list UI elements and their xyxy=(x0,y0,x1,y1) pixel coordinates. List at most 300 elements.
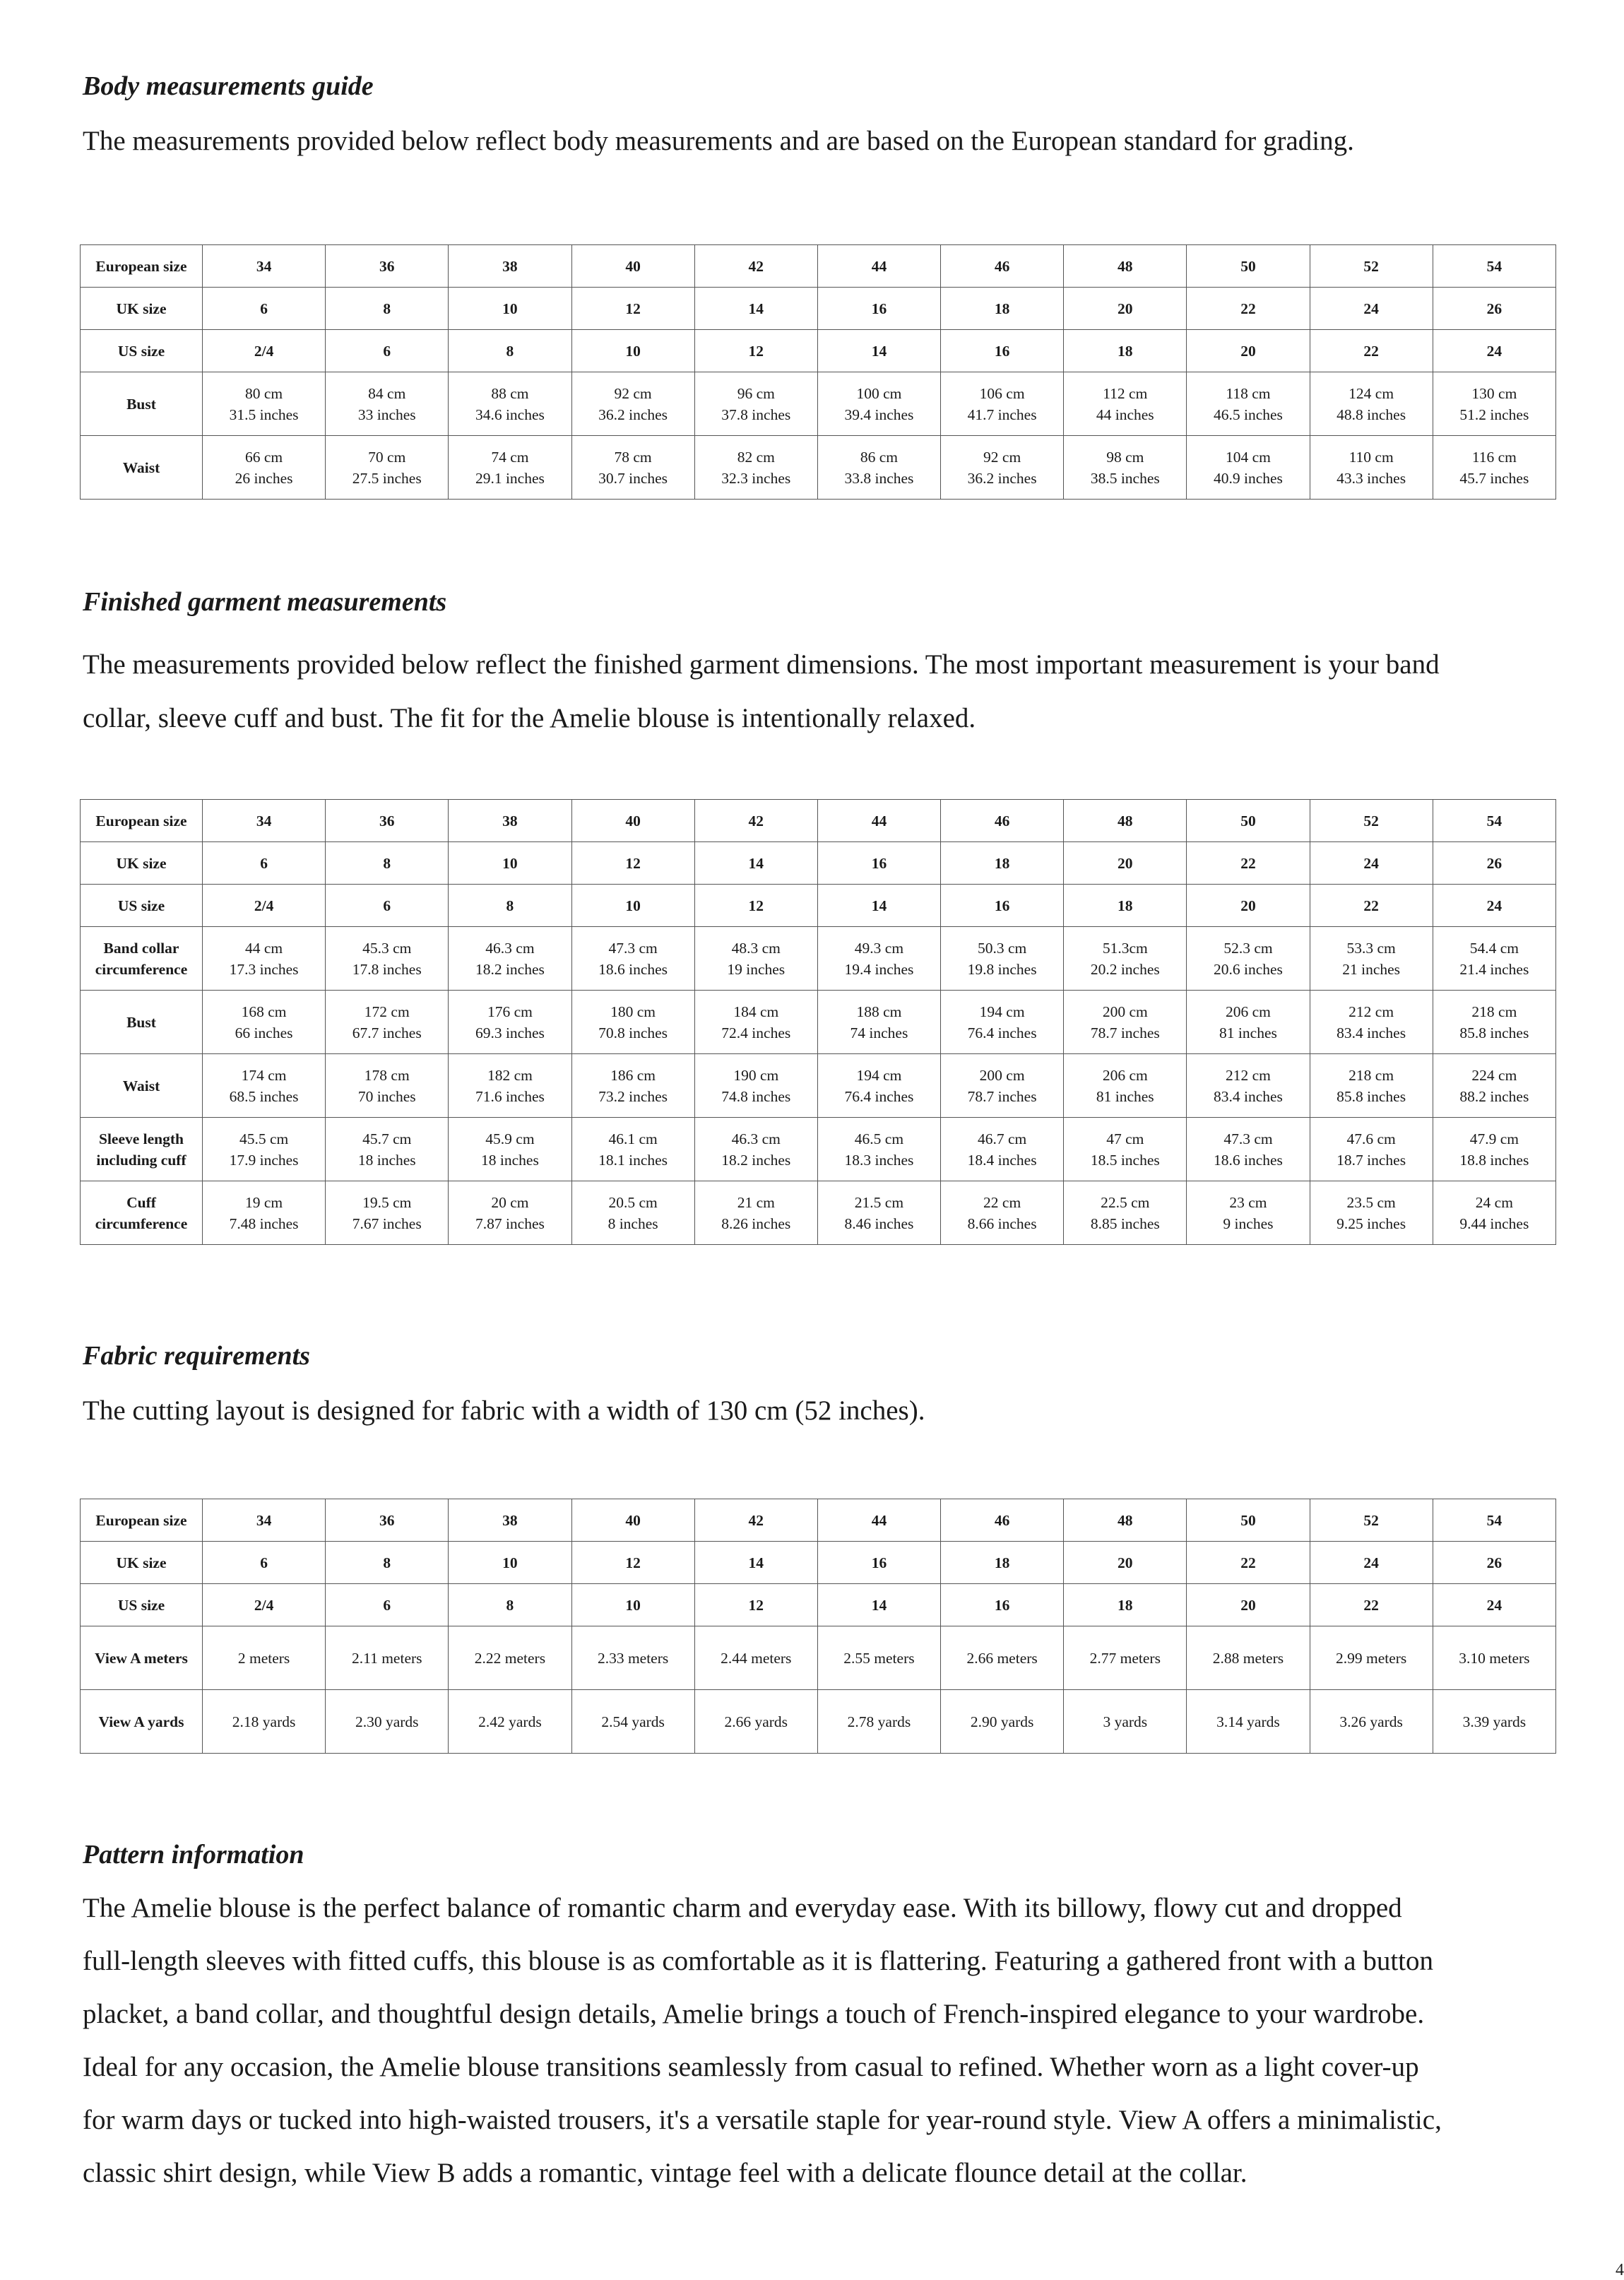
table-cell xyxy=(1433,436,1555,500)
table-row xyxy=(81,1584,1556,1626)
table-cell: 2.44 meters xyxy=(694,1626,817,1690)
table-cell xyxy=(571,1054,694,1118)
table-cell xyxy=(326,372,449,436)
body-measurements-table xyxy=(80,244,1556,500)
value-imperial: 31.5 inches xyxy=(229,406,299,423)
value-metric: 45.9 cm xyxy=(485,1130,535,1147)
value-imperial: 40.9 inches xyxy=(1213,469,1283,487)
value-metric: 51.3cm xyxy=(1102,939,1148,957)
table-cell xyxy=(941,1181,1064,1245)
value-imperial: 71.6 inches xyxy=(475,1087,545,1105)
table-cell xyxy=(1187,927,1310,991)
table-row xyxy=(81,1499,1556,1542)
value-imperial: 8.46 inches xyxy=(844,1215,914,1232)
value-imperial: 21.4 inches xyxy=(1459,960,1529,978)
row-label xyxy=(81,1181,203,1245)
table-cell: 3.39 yards xyxy=(1433,1690,1555,1754)
row-label-line: Sleeve length xyxy=(98,1130,184,1147)
pattern-text-line: The Amelie blouse is the perfect balance of romantic charm and everyday ease. With its billowy, flowy cut and dropped xyxy=(83,1893,1402,1923)
table-cell xyxy=(449,436,571,500)
row-label: Waist xyxy=(81,436,203,500)
table-cell: 2/4 xyxy=(203,330,326,372)
table-cell: 3.10 meters xyxy=(1433,1626,1555,1690)
value-metric: 100 cm xyxy=(856,384,902,402)
value-imperial: 34.6 inches xyxy=(475,406,545,423)
value-metric: 20 cm xyxy=(491,1193,529,1211)
value-metric: 200 cm xyxy=(1102,1003,1148,1020)
garment-measurements-heading: Finished garment measurements xyxy=(83,587,447,617)
value-imperial: 74 inches xyxy=(850,1024,908,1041)
value-imperial: 20.2 inches xyxy=(1090,960,1160,978)
table-cell xyxy=(1310,1181,1433,1245)
value-metric: 188 cm xyxy=(856,1003,902,1020)
value-imperial: 8 inches xyxy=(607,1215,658,1232)
table-cell: 16 xyxy=(817,288,940,330)
table-cell: 12 xyxy=(694,1584,817,1626)
table-cell xyxy=(1433,927,1555,991)
table-cell: 34 xyxy=(203,800,326,842)
table-cell: 10 xyxy=(571,330,694,372)
table-cell xyxy=(1433,1118,1555,1181)
table-cell xyxy=(203,1054,326,1118)
table-cell: 3 yards xyxy=(1064,1690,1187,1754)
table-cell: 38 xyxy=(449,800,571,842)
value-metric: 22.5 cm xyxy=(1101,1193,1150,1211)
table-cell: 2/4 xyxy=(203,1584,326,1626)
value-imperial: 72.4 inches xyxy=(721,1024,791,1041)
table-cell: 44 xyxy=(817,245,940,288)
table-cell: 46 xyxy=(941,800,1064,842)
table-cell: 24 xyxy=(1310,288,1433,330)
value-imperial: 8.66 inches xyxy=(967,1215,1037,1232)
value-metric: 218 cm xyxy=(1349,1066,1394,1084)
table-row xyxy=(81,1181,1556,1245)
row-label: European size xyxy=(81,800,203,842)
value-imperial: 39.4 inches xyxy=(844,406,914,423)
value-imperial: 18.4 inches xyxy=(967,1151,1037,1169)
value-imperial: 32.3 inches xyxy=(721,469,791,487)
table-cell: 22 xyxy=(1187,288,1310,330)
table-cell: 52 xyxy=(1310,1499,1433,1542)
row-label-line: Cuff xyxy=(126,1193,156,1211)
value-metric: 88 cm xyxy=(491,384,529,402)
value-imperial: 85.8 inches xyxy=(1459,1024,1529,1041)
value-metric: 46.7 cm xyxy=(977,1130,1027,1147)
table-cell xyxy=(941,927,1064,991)
table-cell: 18 xyxy=(1064,1584,1187,1626)
table-row xyxy=(81,1690,1556,1754)
value-imperial: 51.2 inches xyxy=(1459,406,1529,423)
table-cell: 8 xyxy=(449,885,571,927)
value-metric: 110 cm xyxy=(1349,448,1394,466)
value-imperial: 36.2 inches xyxy=(598,406,668,423)
table-cell: 10 xyxy=(449,1542,571,1584)
value-imperial: 18.6 inches xyxy=(598,960,668,978)
value-imperial: 67.7 inches xyxy=(352,1024,422,1041)
table-cell xyxy=(571,436,694,500)
table-cell: 34 xyxy=(203,1499,326,1542)
value-imperial: 19 inches xyxy=(727,960,786,978)
value-metric: 104 cm xyxy=(1226,448,1271,466)
value-imperial: 66 inches xyxy=(235,1024,293,1041)
value-metric: 180 cm xyxy=(610,1003,656,1020)
value-metric: 186 cm xyxy=(610,1066,656,1084)
table-cell: 48 xyxy=(1064,800,1187,842)
table-cell: 20 xyxy=(1064,1542,1187,1584)
value-metric: 24 cm xyxy=(1475,1193,1513,1211)
table-cell: 8 xyxy=(326,288,449,330)
garment-intro-line: The measurements provided below reflect the finished garment dimensions. The most important measurement is your band xyxy=(83,649,1440,680)
table-cell xyxy=(941,1054,1064,1118)
table-cell: 6 xyxy=(203,288,326,330)
table-cell: 22 xyxy=(1310,330,1433,372)
table-cell: 54 xyxy=(1433,245,1555,288)
value-imperial: 19.4 inches xyxy=(844,960,914,978)
table-cell: 36 xyxy=(326,1499,449,1542)
table-cell: 18 xyxy=(1064,885,1187,927)
value-imperial: 7.67 inches xyxy=(352,1215,422,1232)
value-metric: 96 cm xyxy=(737,384,775,402)
value-metric: 174 cm xyxy=(241,1066,287,1084)
fabric-requirements-intro: The cutting layout is designed for fabric with a width of 130 cm (52 inches). xyxy=(83,1395,925,1426)
value-metric: 112 cm xyxy=(1103,384,1148,402)
table-cell: 20 xyxy=(1187,885,1310,927)
row-label: View A yards xyxy=(81,1690,203,1754)
value-metric: 116 cm xyxy=(1471,448,1517,466)
body-measurements-heading: Body measurements guide xyxy=(83,71,374,101)
row-label: Waist xyxy=(81,1054,203,1118)
table-cell: 16 xyxy=(817,1542,940,1584)
table-cell: 22 xyxy=(1187,1542,1310,1584)
table-cell xyxy=(326,1118,449,1181)
table-cell xyxy=(1064,991,1187,1054)
value-imperial: 7.48 inches xyxy=(229,1215,299,1232)
value-metric: 46.3 cm xyxy=(485,939,535,957)
row-label: US size xyxy=(81,1584,203,1626)
value-imperial: 9.25 inches xyxy=(1336,1215,1406,1232)
value-imperial: 70 inches xyxy=(357,1087,416,1105)
garment-measurements-table xyxy=(80,799,1556,1245)
value-metric: 182 cm xyxy=(487,1066,533,1084)
value-imperial: 83.4 inches xyxy=(1336,1024,1406,1041)
table-cell: 2.66 yards xyxy=(694,1690,817,1754)
table-cell xyxy=(449,991,571,1054)
value-metric: 50.3 cm xyxy=(977,939,1027,957)
table-row xyxy=(81,842,1556,885)
table-row xyxy=(81,330,1556,372)
value-metric: 200 cm xyxy=(979,1066,1025,1084)
table-row xyxy=(81,1054,1556,1118)
table-cell xyxy=(1064,436,1187,500)
table-cell xyxy=(694,1181,817,1245)
table-cell xyxy=(1187,991,1310,1054)
table-cell xyxy=(694,991,817,1054)
value-metric: 206 cm xyxy=(1226,1003,1271,1020)
table-cell: 38 xyxy=(449,1499,571,1542)
value-imperial: 45.7 inches xyxy=(1459,469,1529,487)
table-cell: 54 xyxy=(1433,800,1555,842)
table-cell xyxy=(1433,991,1555,1054)
value-imperial: 17.8 inches xyxy=(352,960,422,978)
value-imperial: 73.2 inches xyxy=(598,1087,668,1105)
row-label: View A meters xyxy=(81,1626,203,1690)
table-cell xyxy=(449,372,571,436)
value-imperial: 26 inches xyxy=(235,469,293,487)
value-imperial: 68.5 inches xyxy=(229,1087,299,1105)
value-imperial: 18.2 inches xyxy=(475,960,545,978)
table-cell: 14 xyxy=(817,1584,940,1626)
table-cell xyxy=(1310,1054,1433,1118)
table-cell xyxy=(817,1054,940,1118)
page-number: 4 xyxy=(1616,2261,1624,2279)
table-cell xyxy=(694,927,817,991)
table-cell xyxy=(817,1181,940,1245)
table-cell: 50 xyxy=(1187,1499,1310,1542)
table-cell: 6 xyxy=(326,1584,449,1626)
value-metric: 54.4 cm xyxy=(1469,939,1519,957)
table-cell: 2.33 meters xyxy=(571,1626,694,1690)
value-metric: 212 cm xyxy=(1226,1066,1271,1084)
row-label-line: circumference xyxy=(95,1215,188,1232)
pattern-text-line: for warm days or tucked into high-waisted trousers, it's a versatile staple for year-round style. View A offers a minimalistic, xyxy=(83,2105,1442,2135)
value-imperial: 85.8 inches xyxy=(1336,1087,1406,1105)
value-metric: 224 cm xyxy=(1471,1066,1517,1084)
table-cell: 24 xyxy=(1433,885,1555,927)
table-cell: 14 xyxy=(694,1542,817,1584)
value-metric: 218 cm xyxy=(1471,1003,1517,1020)
value-metric: 48.3 cm xyxy=(731,939,781,957)
table-cell: 42 xyxy=(694,1499,817,1542)
table-cell xyxy=(203,1181,326,1245)
table-cell xyxy=(571,1118,694,1181)
table-cell: 20 xyxy=(1064,288,1187,330)
row-label: US size xyxy=(81,330,203,372)
table-cell: 22 xyxy=(1310,1584,1433,1626)
table-cell: 2.18 yards xyxy=(203,1690,326,1754)
value-imperial: 18.1 inches xyxy=(598,1151,668,1169)
pattern-text-line: classic shirt design, while View B adds a romantic, vintage feel with a delicate flounce detail at the collar. xyxy=(83,2158,1247,2188)
table-cell xyxy=(694,372,817,436)
table-cell: 22 xyxy=(1187,842,1310,885)
value-imperial: 41.7 inches xyxy=(967,406,1037,423)
table-cell: 46 xyxy=(941,245,1064,288)
table-cell: 2 meters xyxy=(203,1626,326,1690)
value-metric: 84 cm xyxy=(368,384,406,402)
value-metric: 23 cm xyxy=(1229,1193,1267,1211)
value-imperial: 18.3 inches xyxy=(844,1151,914,1169)
pattern-text-line: full-length sleeves with fitted cuffs, this blouse is as comfortable as it is flattering. Featuring a gathered front with a button xyxy=(83,1946,1433,1976)
value-imperial: 18 inches xyxy=(357,1151,416,1169)
table-cell xyxy=(941,1118,1064,1181)
table-cell xyxy=(326,1054,449,1118)
value-metric: 172 cm xyxy=(364,1003,410,1020)
table-cell: 24 xyxy=(1433,330,1555,372)
row-label-line: circumference xyxy=(95,960,188,978)
table-cell: 18 xyxy=(941,842,1064,885)
value-imperial: 8.85 inches xyxy=(1090,1215,1160,1232)
table-cell: 26 xyxy=(1433,842,1555,885)
table-cell xyxy=(1310,927,1433,991)
value-metric: 46.3 cm xyxy=(731,1130,781,1147)
table-row xyxy=(81,1118,1556,1181)
value-metric: 19 cm xyxy=(245,1193,283,1211)
value-metric: 118 cm xyxy=(1226,384,1271,402)
value-metric: 106 cm xyxy=(979,384,1025,402)
value-imperial: 76.4 inches xyxy=(844,1087,914,1105)
value-imperial: 36.2 inches xyxy=(967,469,1037,487)
table-cell: 40 xyxy=(571,1499,694,1542)
table-cell xyxy=(1187,372,1310,436)
table-cell: 2.11 meters xyxy=(326,1626,449,1690)
table-cell: 2.55 meters xyxy=(817,1626,940,1690)
table-cell: 2.30 yards xyxy=(326,1690,449,1754)
value-metric: 212 cm xyxy=(1349,1003,1394,1020)
value-imperial: 18.5 inches xyxy=(1090,1151,1160,1169)
value-metric: 20.5 cm xyxy=(608,1193,658,1211)
value-metric: 206 cm xyxy=(1102,1066,1148,1084)
table-row xyxy=(81,288,1556,330)
row-label-line: including cuff xyxy=(96,1151,186,1169)
table-cell: 8 xyxy=(449,1584,571,1626)
value-metric: 74 cm xyxy=(491,448,529,466)
table-row xyxy=(81,245,1556,288)
value-imperial: 37.8 inches xyxy=(721,406,791,423)
table-cell: 46 xyxy=(941,1499,1064,1542)
value-metric: 92 cm xyxy=(614,384,652,402)
table-cell: 14 xyxy=(694,842,817,885)
value-metric: 46.5 cm xyxy=(854,1130,904,1147)
row-label: Bust xyxy=(81,991,203,1054)
pattern-information-text xyxy=(83,1882,1442,2199)
value-imperial: 88.2 inches xyxy=(1459,1087,1529,1105)
value-imperial: 33 inches xyxy=(357,406,416,423)
value-metric: 46.1 cm xyxy=(608,1130,658,1147)
value-metric: 47.3 cm xyxy=(1223,1130,1273,1147)
value-metric: 98 cm xyxy=(1106,448,1144,466)
table-cell: 42 xyxy=(694,245,817,288)
value-metric: 70 cm xyxy=(368,448,406,466)
table-cell xyxy=(817,372,940,436)
table-cell: 18 xyxy=(941,288,1064,330)
garment-measurements-intro xyxy=(83,638,1440,745)
value-metric: 176 cm xyxy=(487,1003,533,1020)
body-measurements-intro: The measurements provided below reflect body measurements and are based on the European standard for grading. xyxy=(83,126,1354,156)
value-metric: 52.3 cm xyxy=(1223,939,1273,957)
table-row xyxy=(81,1626,1556,1690)
table-cell: 26 xyxy=(1433,288,1555,330)
table-cell: 50 xyxy=(1187,800,1310,842)
value-metric: 86 cm xyxy=(860,448,899,466)
value-metric: 44 cm xyxy=(245,939,283,957)
table-row xyxy=(81,372,1556,436)
table-cell: 2/4 xyxy=(203,885,326,927)
table-cell xyxy=(1064,1118,1187,1181)
value-imperial: 44 inches xyxy=(1096,406,1154,423)
row-label: Bust xyxy=(81,372,203,436)
table-cell: 22 xyxy=(1310,885,1433,927)
table-cell xyxy=(1187,1118,1310,1181)
value-metric: 21.5 cm xyxy=(854,1193,904,1211)
table-cell: 8 xyxy=(326,1542,449,1584)
table-cell: 10 xyxy=(449,288,571,330)
value-imperial: 81 inches xyxy=(1096,1087,1154,1105)
value-imperial: 9.44 inches xyxy=(1459,1215,1529,1232)
value-metric: 47.9 cm xyxy=(1469,1130,1519,1147)
row-label: UK size xyxy=(81,1542,203,1584)
value-imperial: 18.7 inches xyxy=(1336,1151,1406,1169)
value-imperial: 18.2 inches xyxy=(721,1151,791,1169)
table-cell: 2.99 meters xyxy=(1310,1626,1433,1690)
table-cell: 34 xyxy=(203,245,326,288)
table-cell: 24 xyxy=(1310,842,1433,885)
value-imperial: 17.3 inches xyxy=(229,960,299,978)
value-metric: 82 cm xyxy=(737,448,775,466)
table-cell: 24 xyxy=(1310,1542,1433,1584)
table-cell: 2.88 meters xyxy=(1187,1626,1310,1690)
table-cell: 26 xyxy=(1433,1542,1555,1584)
value-metric: 80 cm xyxy=(245,384,283,402)
table-cell xyxy=(1433,372,1555,436)
table-cell xyxy=(571,991,694,1054)
value-metric: 194 cm xyxy=(856,1066,902,1084)
table-cell xyxy=(449,1181,571,1245)
value-imperial: 76.4 inches xyxy=(967,1024,1037,1041)
table-cell: 3.14 yards xyxy=(1187,1690,1310,1754)
value-metric: 53.3 cm xyxy=(1346,939,1396,957)
value-metric: 23.5 cm xyxy=(1346,1193,1396,1211)
fabric-requirements-table xyxy=(80,1499,1556,1754)
value-metric: 194 cm xyxy=(979,1003,1025,1020)
table-cell xyxy=(1433,1054,1555,1118)
value-imperial: 8.26 inches xyxy=(721,1215,791,1232)
table-row xyxy=(81,1542,1556,1584)
table-cell: 2.54 yards xyxy=(571,1690,694,1754)
table-cell xyxy=(1064,372,1187,436)
table-cell xyxy=(941,991,1064,1054)
value-imperial: 33.8 inches xyxy=(844,469,914,487)
table-cell xyxy=(571,1181,694,1245)
table-cell: 24 xyxy=(1433,1584,1555,1626)
table-cell: 10 xyxy=(571,885,694,927)
table-cell xyxy=(449,927,571,991)
value-imperial: 78.7 inches xyxy=(1090,1024,1160,1041)
value-imperial: 19.8 inches xyxy=(967,960,1037,978)
value-imperial: 48.8 inches xyxy=(1336,406,1406,423)
value-imperial: 18.8 inches xyxy=(1459,1151,1529,1169)
row-label xyxy=(81,927,203,991)
value-imperial: 78.7 inches xyxy=(967,1087,1037,1105)
value-imperial: 9 inches xyxy=(1223,1215,1274,1232)
table-cell: 16 xyxy=(941,1584,1064,1626)
table-cell: 36 xyxy=(326,800,449,842)
value-imperial: 83.4 inches xyxy=(1213,1087,1283,1105)
table-cell xyxy=(1310,991,1433,1054)
table-cell: 2.66 meters xyxy=(941,1626,1064,1690)
table-cell: 40 xyxy=(571,800,694,842)
table-cell xyxy=(817,991,940,1054)
table-row xyxy=(81,885,1556,927)
pattern-text-line: Ideal for any occasion, the Amelie blouse transitions seamlessly from casual to refined. Whether worn as a light cover-up xyxy=(83,2052,1419,2082)
value-metric: 124 cm xyxy=(1349,384,1394,402)
row-label: UK size xyxy=(81,288,203,330)
fabric-requirements-heading: Fabric requirements xyxy=(83,1341,310,1371)
table-cell: 40 xyxy=(571,245,694,288)
table-cell: 8 xyxy=(326,842,449,885)
value-metric: 78 cm xyxy=(614,448,652,466)
table-row xyxy=(81,436,1556,500)
table-cell: 48 xyxy=(1064,1499,1187,1542)
value-metric: 47.6 cm xyxy=(1346,1130,1396,1147)
